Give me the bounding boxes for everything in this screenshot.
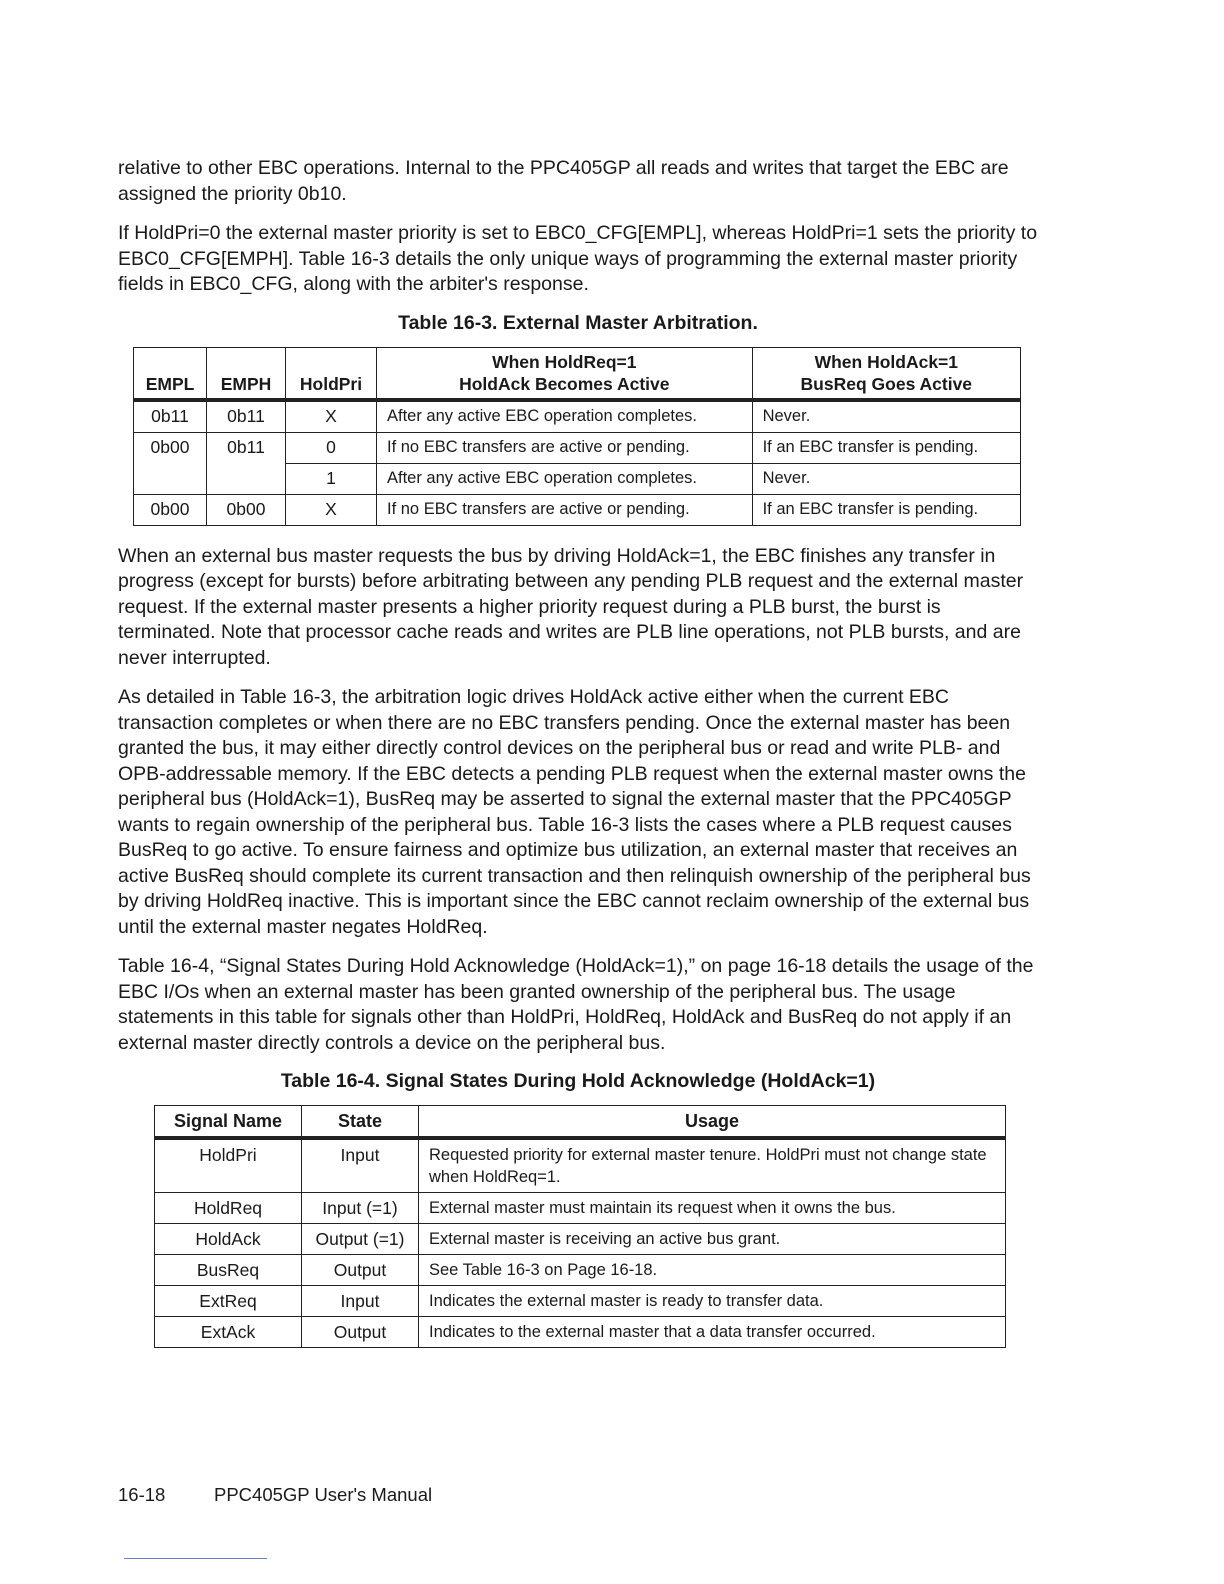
table-header-row <box>134 347 1021 400</box>
header-holdack-line1: When HoldAck=1 <box>814 351 959 372</box>
cell-state: Input <box>302 1138 419 1193</box>
cell-signal: ExtReq <box>155 1286 302 1317</box>
paragraph-4: As detailed in Table 16-3, the arbitration logic drives HoldAck active either when the current EBC transaction completes or when there are no EBC transfers pending. Once the external master has been granted the bus, it may either directly control devices on the peripheral bus or read and write PLB- and OPB-addressable memory. If the EBC detects a pending PLB request when the external master owns the peripheral bus (HoldAck=1), BusReq may be asserted to signal the external master that the PPC405GP wants to regain ownership of the peripheral bus. Table 16-3 lists the cases where a PLB request causes BusReq to go active. To ensure fairness and optimize bus utilization, an external master that receives an active BusReq should complete its current transaction and then relinquish ownership of the peripheral bus by driving HoldReq inactive. This is important since the EBC cannot reclaim ownership of the external bus until the external master negates HoldReq. <box>118 686 1031 938</box>
external-master-arbitration-table <box>133 347 1021 526</box>
cell-holdpri: X <box>286 494 377 525</box>
cell-signal: HoldAck <box>155 1224 302 1255</box>
table-row <box>155 1286 1006 1317</box>
cell-holdack: If an EBC transfer is pending. <box>752 432 1020 463</box>
cell-emph: 0b11 <box>207 432 286 463</box>
cell-empl: 0b11 <box>134 400 207 433</box>
paragraph-5: Table 16-4, “Signal States During Hold Acknowledge (HoldAck=1),” on page 16-18 details the usage of the EBC I/Os when an external master has been granted ownership of the peripheral bus. The usage statements in this table for signals other than HoldPri, HoldReq, HoldAck and BusReq do not apply if an external master directly controls a device on the peripheral bus. <box>118 955 1034 1054</box>
cell-holdack: Never. <box>752 463 1020 494</box>
page-footer <box>118 1484 432 1506</box>
cell-empl <box>134 463 207 494</box>
cell-usage: See Table 16-3 on Page 16-18. <box>419 1255 1006 1286</box>
paragraph-3: When an external bus master requests the bus by driving HoldAck=1, the EBC finishes any transfer in progress (except for bursts) before arbitrating between any pending PLB request and the external master request. If the external master presents a higher priority request during a PLB burst, the burst is terminated. Note that processor cache reads and writes are PLB line operations, not PLB bursts, and are never interrupted. <box>118 544 1024 669</box>
cell-usage: Requested priority for external master tenure. HoldPri must not change state when HoldReq=1. <box>419 1138 1006 1193</box>
header-holdack-line2: BusReq Goes Active <box>800 373 973 394</box>
cell-holdreq: After any active EBC operation completes. <box>377 463 753 494</box>
table-row <box>155 1317 1006 1348</box>
cell-holdpri: 1 <box>286 463 377 494</box>
cell-holdreq: If no EBC transfers are active or pending. <box>377 432 753 463</box>
header-holdack <box>752 347 1020 400</box>
cell-usage: Indicates the external master is ready to transfer data. <box>419 1286 1006 1317</box>
cell-holdpri: 0 <box>286 432 377 463</box>
cell-empl: 0b00 <box>134 432 207 463</box>
cell-state: Input <box>302 1286 419 1317</box>
cell-holdpri: X <box>286 400 377 433</box>
cell-holdreq: After any active EBC operation completes. <box>377 400 753 433</box>
table-header-row <box>155 1106 1006 1139</box>
table-row <box>134 400 1021 433</box>
paragraph-1: relative to other EBC operations. Internal to the PPC405GP all reads and writes that target the EBC are assigned the priority 0b10. <box>118 157 1009 205</box>
table-row <box>155 1193 1006 1224</box>
header-signal-name: Signal Name <box>155 1106 302 1139</box>
cell-empl: 0b00 <box>134 494 207 525</box>
cell-usage: External master is receiving an active bus grant. <box>419 1224 1006 1255</box>
cell-usage: Indicates to the external master that a data transfer occurred. <box>419 1317 1006 1348</box>
footer-rule <box>124 1558 267 1559</box>
cell-holdack: Never. <box>752 400 1020 433</box>
cell-state: Output <box>302 1255 419 1286</box>
cell-state: Output <box>302 1317 419 1348</box>
table-16-4-caption: Table 16-4. Signal States During Hold Acknowledge (HoldAck=1) <box>280 1070 876 1092</box>
header-empl: EMPL <box>134 347 207 400</box>
table-16-3-caption: Table 16-3. External Master Arbitration. <box>398 311 758 334</box>
table-row <box>134 463 1021 494</box>
manual-title: PPC405GP User's Manual <box>214 1484 433 1505</box>
table-row <box>155 1255 1006 1286</box>
page-number: 16-18 <box>118 1484 166 1505</box>
cell-state: Input (=1) <box>302 1193 419 1224</box>
header-emph: EMPH <box>207 347 286 400</box>
header-holdreq <box>377 347 753 400</box>
cell-usage: External master must maintain its request when it owns the bus. <box>419 1193 1006 1224</box>
cell-signal: ExtAck <box>155 1317 302 1348</box>
table-row <box>134 494 1021 525</box>
document-body <box>118 156 1038 1348</box>
cell-emph <box>207 463 286 494</box>
header-holdreq-line2: HoldAck Becomes Active <box>459 373 670 394</box>
cell-emph: 0b00 <box>207 494 286 525</box>
header-holdpri: HoldPri <box>286 347 377 400</box>
header-holdreq-line1: When HoldReq=1 <box>492 351 637 372</box>
header-state: State <box>302 1106 419 1139</box>
cell-signal: HoldReq <box>155 1193 302 1224</box>
paragraph-2: If HoldPri=0 the external master priority is set to EBC0_CFG[EMPL], whereas HoldPri=1 sets the priority to EBC0_CFG[EMPH]. Table 16-3 details the only unique ways of programming the external master priority fields in EBC0_CFG, along with the arbiter's response. <box>118 222 1038 295</box>
cell-signal: BusReq <box>155 1255 302 1286</box>
cell-emph: 0b11 <box>207 400 286 433</box>
table-row <box>155 1224 1006 1255</box>
header-usage: Usage <box>419 1106 1006 1139</box>
cell-state: Output (=1) <box>302 1224 419 1255</box>
cell-signal: HoldPri <box>155 1138 302 1193</box>
cell-holdreq: If no EBC transfers are active or pending. <box>377 494 753 525</box>
table-row <box>134 432 1021 463</box>
signal-states-table <box>154 1105 1006 1348</box>
cell-holdack: If an EBC transfer is pending. <box>752 494 1020 525</box>
table-row <box>155 1138 1006 1193</box>
